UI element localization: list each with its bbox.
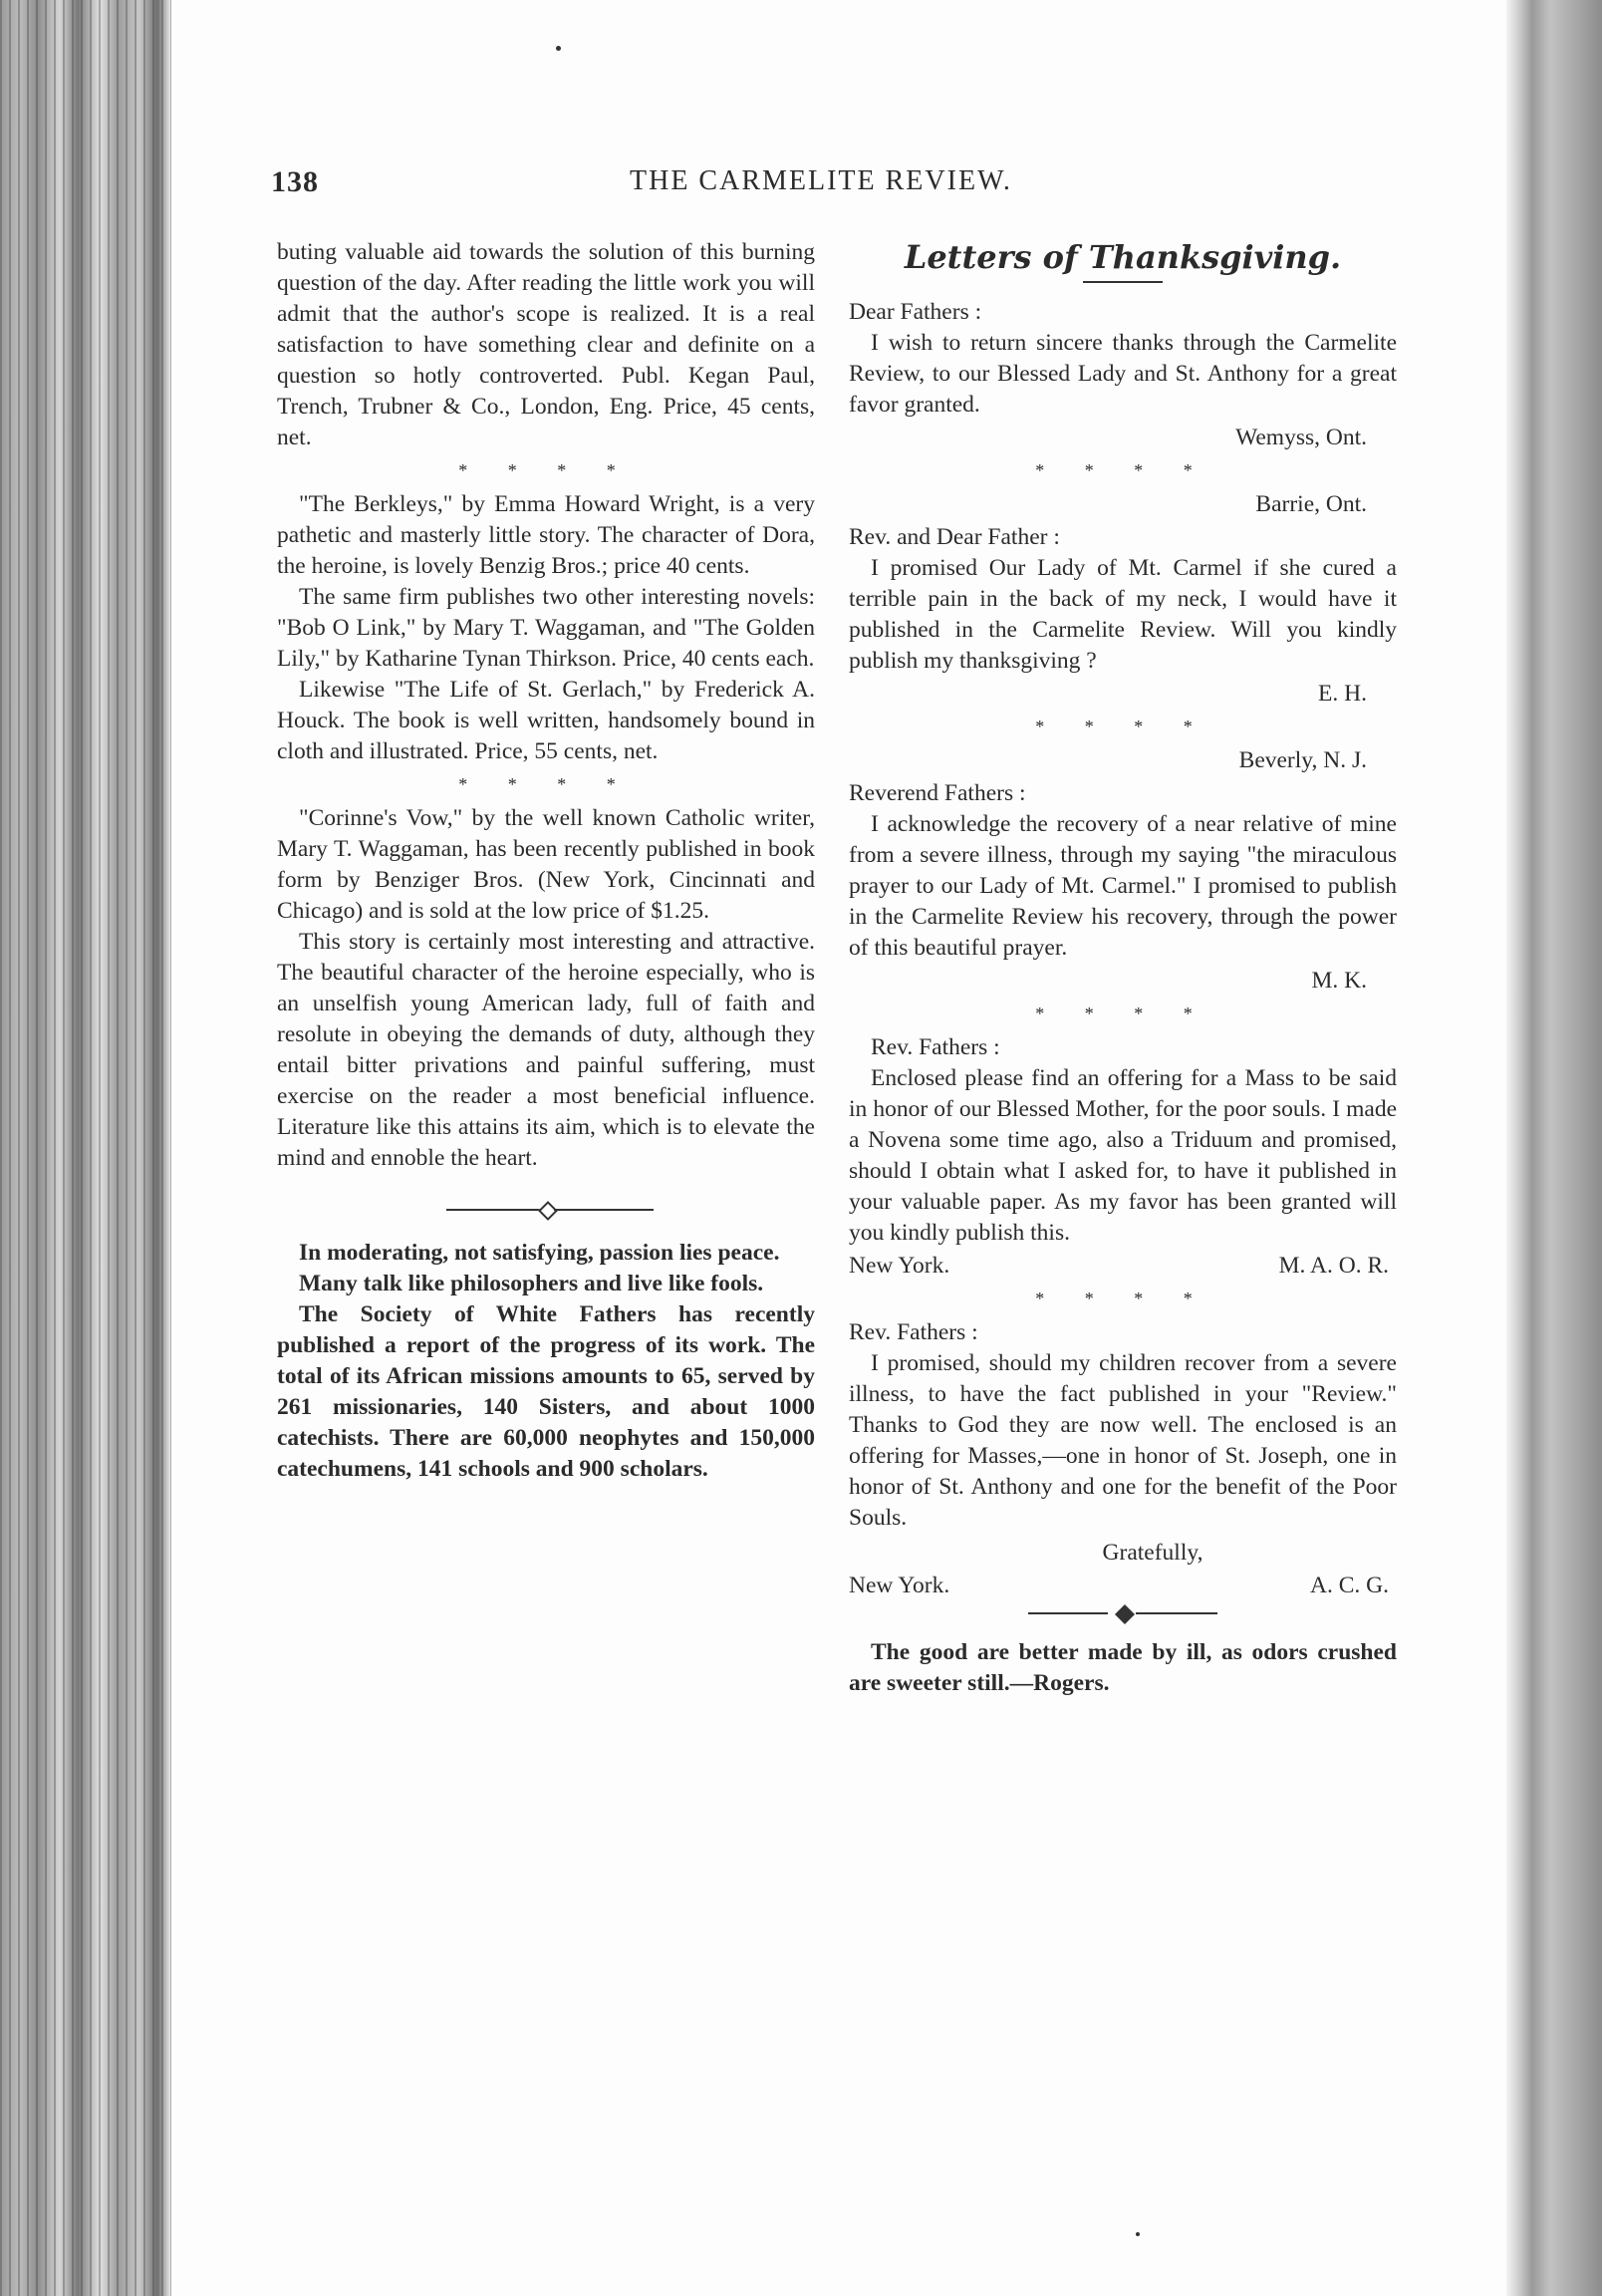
salutation: Rev. Fathers : <box>849 1319 978 1345</box>
letter-body: Enclosed please find an offering for a Mass to be said in honor of our Blessed Mother, for the poor souls. I made a Novena some time ago, also a Triduum and promised, should I obtain what I asked for, to have it published in your valuable paper. As my favor has been granted will you kindly publish this. <box>849 1065 1397 1246</box>
letter-signature: E. H. <box>1318 681 1367 707</box>
ornamental-divider <box>436 1200 656 1220</box>
letter-place: Wemyss, Ont. <box>1235 425 1367 450</box>
section-stars: * * * * <box>458 774 634 794</box>
ink-speck <box>556 46 561 51</box>
section-title: Letters of Thanksgiving. <box>904 238 1342 276</box>
salutation: Rev. Fathers : <box>871 1034 1000 1060</box>
letter-place: New York. <box>849 1253 950 1279</box>
section-stars: * * * * <box>458 460 634 480</box>
paragraph: The Society of White Fathers has recently published a report of the progress of its work. The total of its African missions amounts to 65, served by 261 missionaries, 140 Sisters, and about 1000 catechists. There are 60,000 neophytes and 150,000 catechumens, 141 schools and 900 scholars. <box>277 1301 815 1482</box>
diamond-ornament-icon <box>1115 1604 1135 1624</box>
letter-footer <box>849 1571 1397 1601</box>
ornamental-divider <box>1028 1603 1217 1623</box>
book-binding-page-edges <box>0 0 171 2296</box>
salutation: Rev. and Dear Father : <box>849 524 1060 550</box>
salutation: Reverend Fathers : <box>849 780 1026 806</box>
diamond-ornament-icon <box>538 1201 558 1221</box>
section-stars: * * * * <box>1035 1289 1210 1308</box>
paragraph: buting valuable aid towards the solution of this burning question of the day. After reading the little work you will admit that the author's scope is realized. It is a real satisfaction to have something clear and definite on a question so hotly controverted. Publ. Kegan Paul, Trench, Trubner & Co., London, Eng. Price, 45 cents, net. <box>277 239 815 450</box>
maxim: In moderating, not satisfying, passion lies peace. <box>299 1240 780 1266</box>
paragraph: This story is certainly most interesting and attractive. The beautiful character of the heroine especially, who is an unselfish young American lady, full of faith and resolute in obeying the demands of duty, although they entail bitter privations and painful suffering, must exercise on the reader a most beneficial influence. Literature like this attains its aim, which is to elevate the mind and ennoble the heart. <box>277 929 815 1171</box>
letter-signature: M. A. O. R. <box>1278 1253 1389 1279</box>
page-number: 138 <box>271 165 319 198</box>
letter-place: New York. <box>849 1573 950 1598</box>
left-column <box>277 237 815 1485</box>
letter-signature: A. C. G. <box>1310 1573 1389 1598</box>
letter-footer <box>849 1251 1397 1282</box>
letter-place: Beverly, N. J. <box>1238 747 1367 773</box>
letter-body: I promised Our Lady of Mt. Carmel if she cured a terrible pain in the back of my neck, I would have it published in the Carmelite Review. Will you kindly publish my thanksgiving ? <box>849 555 1397 674</box>
section-stars: * * * * <box>1035 460 1210 480</box>
running-header-title: THE CARMELITE REVIEW. <box>630 165 1012 196</box>
ink-speck <box>1136 2232 1140 2236</box>
letter-body: I promised, should my children recover from a severe illness, to have the fact published in your "Review." Thanks to God they are now well. The enclosed is an offering for Masses,—one in honor of St. Joseph, one in honor of St. Anthony and one for the benefit of the Poor Souls. <box>849 1350 1397 1531</box>
maxim: Many talk like philosophers and live like fools. <box>299 1271 764 1296</box>
paragraph: "Corinne's Vow," by the well known Catholic writer, Mary T. Waggaman, has been recently published in book form by Benziger Bros. (New York, Cincinnati and Chicago) and is sold at the low price of $1.25. <box>277 805 815 924</box>
letter-body: I acknowledge the recovery of a near relative of mine from a severe illness, through my saying "the miraculous prayer to our Lady of Mt. Carmel." I promised to publish in the Carmelite Review his recovery, through the power of this beautiful prayer. <box>849 811 1397 961</box>
letter-closing: Gratefully, <box>1102 1540 1203 1566</box>
letter-place: Barrie, Ont. <box>1255 491 1367 517</box>
title-rule <box>1083 281 1163 283</box>
paragraph: "The Berkleys," by Emma Howard Wright, is a very pathetic and masterly little story. The character of Dora, the heroine, is lovely Benzig Bros.; price 40 cents. <box>277 491 815 579</box>
paragraph: The same firm publishes two other interesting novels: "Bob O Link," by Mary T. Waggaman, and "The Golden Lily," by Katharine Tynan Thirkson. Price, 40 cents each. <box>277 584 815 672</box>
salutation: Dear Fathers : <box>849 299 982 325</box>
paragraph: Likewise "The Life of St. Gerlach," by Frederick A. Houck. The book is well written, handsomely bound in cloth and illustrated. Price, 55 cents, net. <box>277 677 815 764</box>
letter-signature: M. K. <box>1311 968 1367 994</box>
section-stars: * * * * <box>1035 1004 1210 1023</box>
right-column <box>849 237 1397 1699</box>
book-right-edge <box>1506 0 1602 2296</box>
section-stars: * * * * <box>1035 717 1210 736</box>
letter-body: I wish to return sincere thanks through the Carmelite Review, to our Blessed Lady and St. Anthony for a great favor granted. <box>849 330 1397 418</box>
closing-quote: The good are better made by ill, as odors crushed are sweeter still.—Rogers. <box>849 1639 1397 1696</box>
